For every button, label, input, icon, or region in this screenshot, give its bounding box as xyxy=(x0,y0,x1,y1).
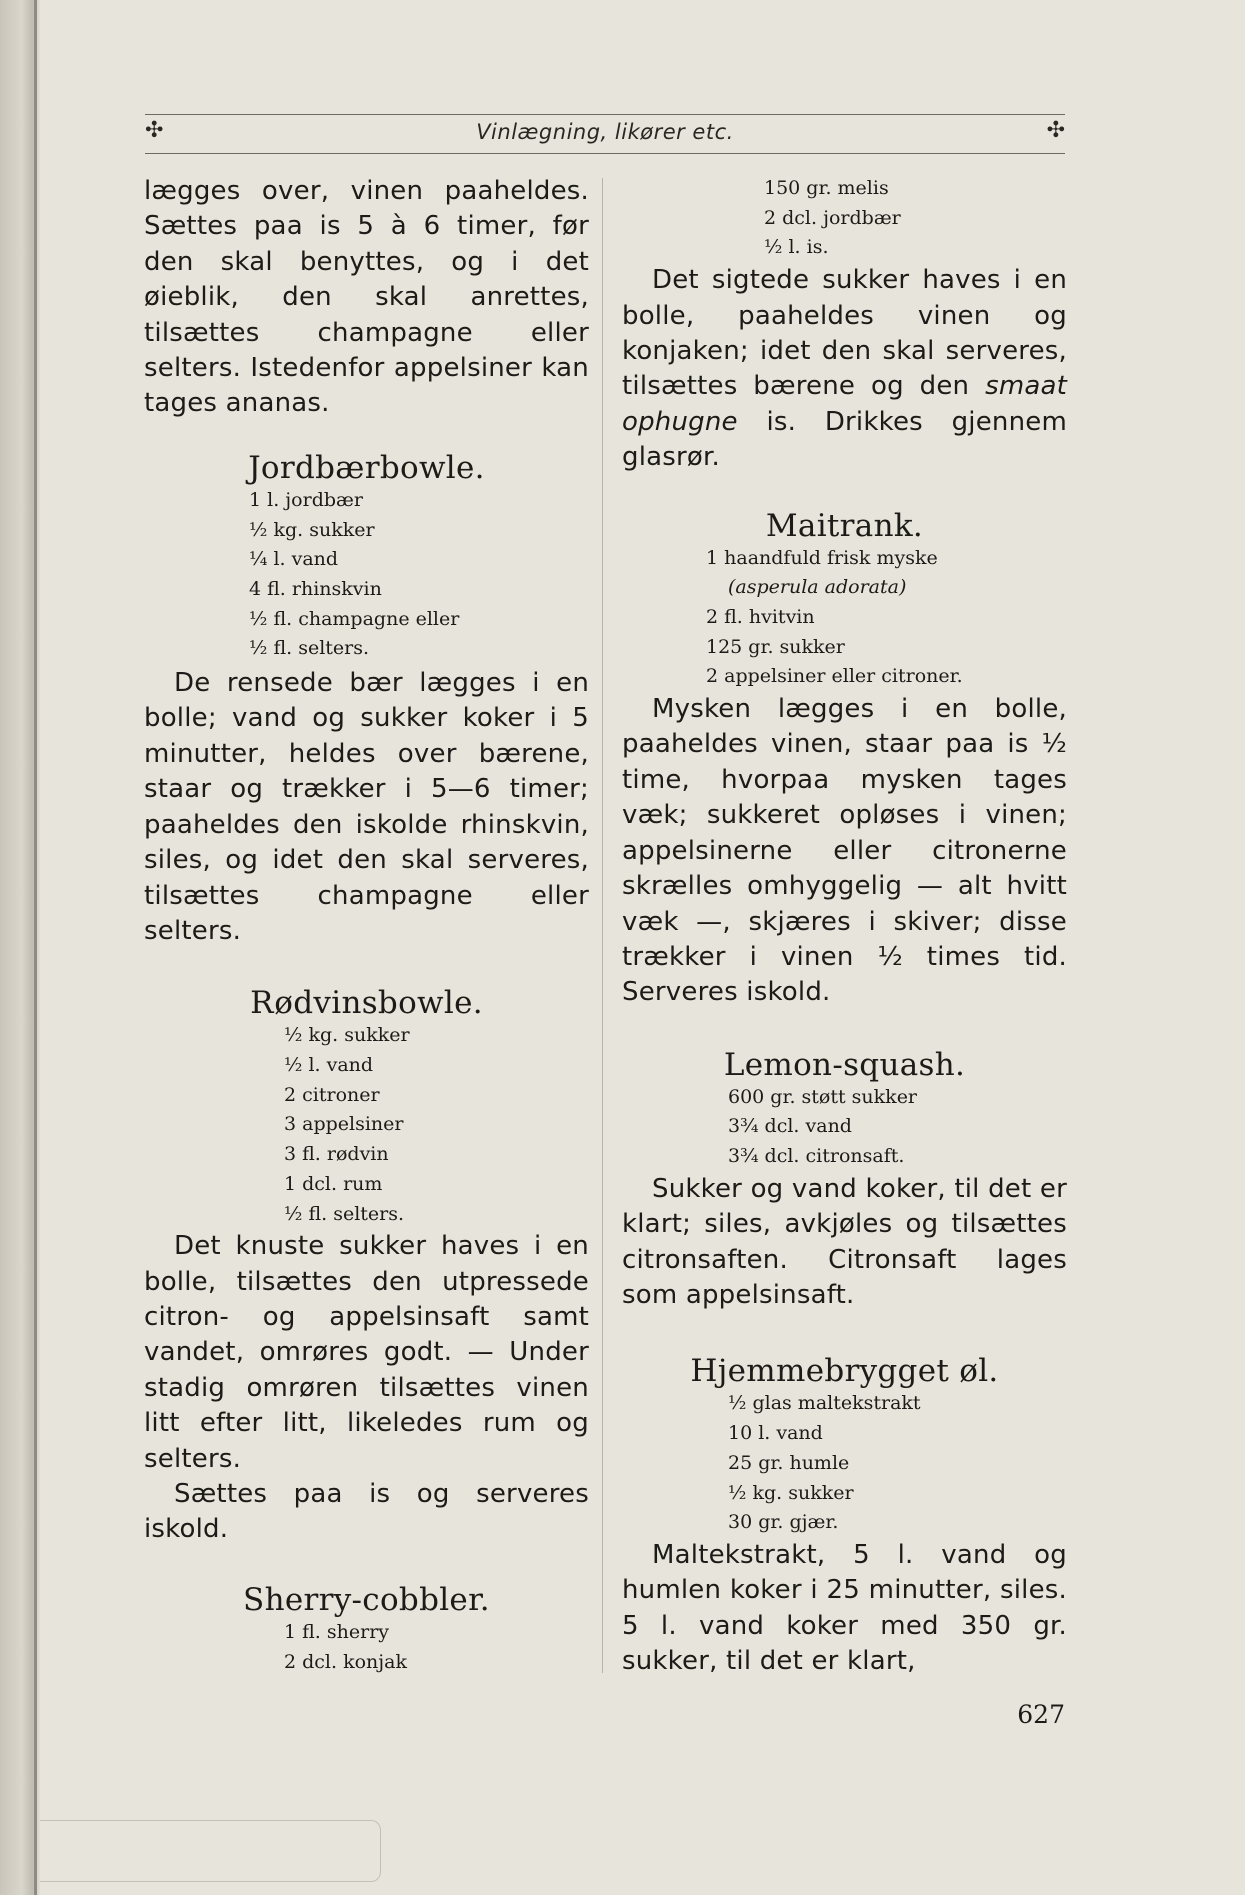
ingredients-rodvinsbowle xyxy=(284,1021,589,1229)
ingredient-item: ½ fl. selters. xyxy=(284,1202,405,1225)
ingredient-item: ½ glas maltekstrakt xyxy=(728,1392,921,1415)
method-rodvinsbowle-serving: Sættes paa is og serveres iskold. xyxy=(144,1479,589,1545)
ingredient-item: ½ l. is. xyxy=(764,236,829,259)
method-hjemmebrygget-ol: Maltekstrakt, 5 l. vand og humlen koker i 25 minutter, siles. 5 l. vand koker med 350 gr. sukker, til det er klart, xyxy=(622,1539,1067,1677)
intro-paragraph: lægges over, vinen paaheldes. Sættes paa is 5 à 6 timer, før den skal benyttes, og i det øieblik, den skal anrettes, tilsættes champagne eller selters. Istedenfor appelsiner kan tages ananas. xyxy=(144,176,589,419)
ingredient-item: 1 fl. sherry xyxy=(284,1620,390,1643)
ingredient-item: 1 haandfuld frisk myske xyxy=(706,546,938,569)
ornament-left-icon: ✣ xyxy=(145,118,164,143)
ingredient-item: 4 fl. rhinskvin xyxy=(249,577,382,600)
ingredient-item: ½ l. vand xyxy=(284,1054,374,1077)
recipe-title-jordbaerbowle: Jordbærbowle. xyxy=(248,449,485,486)
running-header xyxy=(145,114,1065,154)
ingredient-item: (asperula adorata) xyxy=(728,576,907,599)
method-italic-text: smaat ophugne xyxy=(622,371,1068,437)
recipe-title-hjemmebrygget-ol: Hjemmebrygget øl. xyxy=(690,1353,999,1390)
ingredient-item: ¼ l. vand xyxy=(249,548,339,571)
ingredient-item: 3 appelsiner xyxy=(284,1113,404,1136)
ingredients-jordbaerbowle xyxy=(249,486,589,664)
ingredient-item: ½ fl. champagne eller xyxy=(249,607,460,630)
ingredient-item: 3 fl. rødvin xyxy=(284,1143,389,1166)
ingredient-item: 2 dcl. konjak xyxy=(284,1650,408,1673)
method-sherry-cobbler xyxy=(622,263,1067,475)
left-column xyxy=(144,174,589,1677)
ingredient-item: ½ fl. selters. xyxy=(249,637,370,660)
gutter-edge-mark xyxy=(40,1820,381,1882)
ingredient-item: 150 gr. melis xyxy=(764,177,889,199)
ingredient-item: 2 citroner xyxy=(284,1083,380,1106)
recipe-title-sherry-cobbler: Sherry-cobbler. xyxy=(243,1581,490,1618)
recipe-title-lemon-squash: Lemon-squash. xyxy=(723,1046,966,1083)
ingredients-maitrank xyxy=(706,544,1067,693)
ingredient-item: 1 dcl. rum xyxy=(284,1172,383,1195)
ingredient-item: 25 gr. humle xyxy=(728,1451,850,1474)
method-text: Det sigtede sukker haves i en bolle, paaheldes vinen og konjaken; idet den skal serveres, tilsættes bærene og den xyxy=(622,265,1067,402)
column-divider xyxy=(602,178,603,1673)
ingredient-item: ½ kg. sukker xyxy=(728,1481,854,1504)
ingredient-item: ½ kg. sukker xyxy=(249,518,375,541)
ingredient-item: 2 fl. hvitvin xyxy=(706,605,815,628)
ingredients-sherry-cobbler-continued xyxy=(764,174,1067,263)
recipe-title-maitrank: Maitrank. xyxy=(765,507,924,544)
ingredient-item: 125 gr. sukker xyxy=(706,635,845,658)
ingredient-item: ½ kg. sukker xyxy=(284,1024,410,1047)
ingredient-item: 10 l. vand xyxy=(728,1422,823,1445)
ingredients-hjemmebrygget-ol xyxy=(728,1389,1067,1538)
ingredient-item: 1 l. jordbær xyxy=(249,488,363,511)
method-jordbaerbowle: De rensede bær lægges i en bolle; vand og sukker koker i 5 minutter, heldes over bærene, staar og trækker i 5—6 timer; paaheldes den iskolde rhinskvin, siles, og idet den skal serveres, tilsættes champagne eller selters. xyxy=(144,668,589,946)
ingredient-item: 30 gr. gjær. xyxy=(728,1511,839,1534)
ingredient-item: 2 dcl. jordbær xyxy=(764,206,901,229)
method-text: is. Drikkes gjennem glasrør. xyxy=(622,406,1067,473)
header-title: Vinlægning, likører etc. xyxy=(476,120,734,144)
ingredients-lemon-squash xyxy=(728,1083,1067,1172)
gutter-fold-line xyxy=(34,0,37,1895)
recipe-title-rodvinsbowle: Rødvinsbowle. xyxy=(250,985,483,1022)
ingredient-item: 600 gr. støtt sukker xyxy=(728,1085,918,1108)
method-rodvinsbowle: Det knuste sukker haves i en bolle, tilsættes den utpressede citron- og appelsinsaft samt vandet, omrøres godt. — Under stadig omrøren tilsættes vinen litt efter litt, likeledes rum og selters. xyxy=(144,1231,589,1474)
right-column xyxy=(622,174,1067,1680)
ingredients-sherry-cobbler xyxy=(284,1618,589,1677)
ingredient-item: 2 appelsiner eller citroner. xyxy=(706,665,963,688)
ingredient-item: 3¾ dcl. citronsaft. xyxy=(728,1145,905,1168)
page-number: 627 xyxy=(1017,1700,1065,1729)
method-maitrank: Mysken lægges i en bolle, paaheldes vinen, staar paa is ½ time, hvorpaa mysken tages væk; sukkeret opløses i vinen; appelsinerne eller citronerne skrælles omhyggelig — alt hvitt væk —, skjæres i skiver; disse trækker i vinen ½ times tid. Serveres iskold. xyxy=(622,694,1067,1008)
method-lemon-squash: Sukker og vand koker, til det er klart; siles, avkjøles og tilsættes citronsaften. Citronsaft lages som appelsinsaft. xyxy=(622,1173,1067,1311)
ingredient-item: 3¾ dcl. vand xyxy=(728,1115,852,1138)
ornament-right-icon: ✣ xyxy=(1046,118,1065,143)
